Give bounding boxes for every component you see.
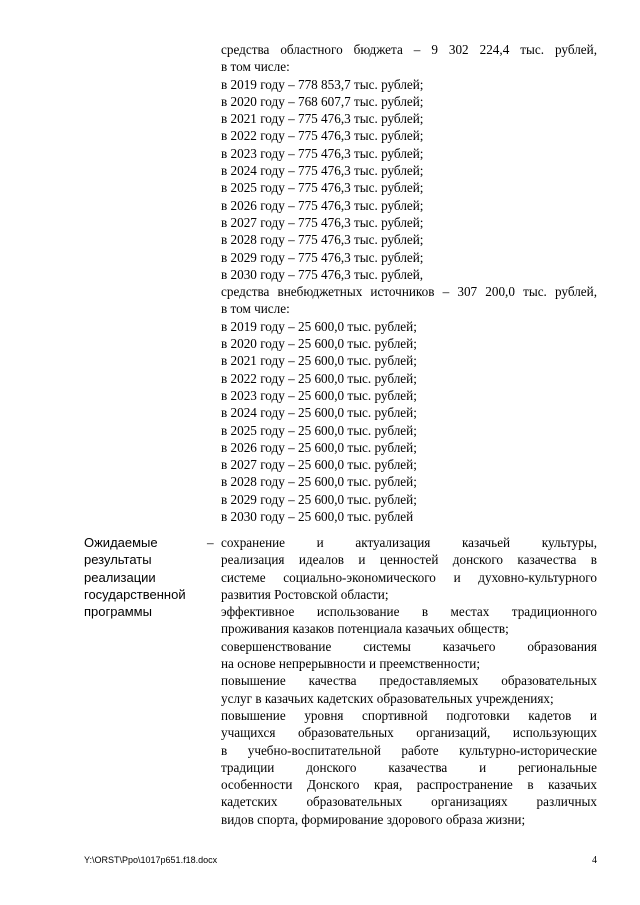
regional-year-line: в 2023 году – 775 476,3 тыс. рублей; — [221, 145, 424, 161]
extra-year-line: в 2025 году – 25 600,0 тыс. рублей; — [221, 422, 417, 438]
results-line: системе социально-экономического и духовно-культурного — [221, 569, 597, 585]
results-line: услуг в казачьих кадетских образовательных учреждениях; — [221, 690, 554, 706]
extra-year-line: в 2030 году – 25 600,0 тыс. рублей — [221, 509, 414, 525]
results-dash: – — [207, 535, 214, 550]
results-line: проживания казаков потенциала казачьих обществ; — [221, 621, 509, 637]
extra-year-line: в 2022 году – 25 600,0 тыс. рублей; — [221, 370, 417, 386]
page-number: 4 — [592, 855, 597, 866]
extra-year-line: в 2021 году – 25 600,0 тыс. рублей; — [221, 353, 417, 369]
results-line: развития Ростовской области; — [221, 586, 389, 602]
results-line: эффективное использование в местах традиционного — [221, 604, 597, 620]
regional-year-line: в 2027 году – 775 476,3 тыс. рублей; — [221, 214, 424, 230]
results-label-line: государственной — [84, 586, 186, 602]
regional-years-list — [221, 76, 597, 284]
results-line: кадетских образовательных организациях различных — [221, 794, 597, 810]
file-path: Y:\ORST\Ppo\1017p651.f18.docx — [84, 855, 218, 865]
results-label-line: Ожидаемые — [84, 535, 158, 550]
regional-year-line: в 2020 году – 768 607,7 тыс. рублей; — [221, 93, 424, 109]
regional-budget-header: средства областного бюджета – 9 302 224,4 тыс. рублей, — [221, 42, 597, 57]
regional-year-line: в 2026 году – 775 476,3 тыс. рублей; — [221, 197, 424, 213]
results-line: повышение уровня спортивной подготовки кадетов и — [221, 707, 597, 723]
results-label-line: результаты — [84, 552, 152, 568]
results-line: в учебно-воспитательной работе культурно-исторические — [221, 742, 597, 758]
regional-year-line: в 2024 году – 775 476,3 тыс. рублей; — [221, 163, 424, 179]
regional-year-line: в 2019 году – 778 853,7 тыс. рублей; — [221, 76, 424, 92]
extra-year-line: в 2019 году – 25 600,0 тыс. рублей; — [221, 318, 417, 334]
results-line: совершенствование системы казачьего образования — [221, 638, 597, 654]
results-line: реализация идеалов и ценностей донского казачества в — [221, 552, 597, 568]
regional-year-line: в 2021 году – 775 476,3 тыс. рублей; — [221, 111, 424, 127]
extra-year-line: в 2028 году – 25 600,0 тыс. рублей; — [221, 474, 417, 490]
extra-year-line: в 2027 году – 25 600,0 тыс. рублей; — [221, 457, 417, 473]
results-text — [221, 534, 597, 828]
extra-budget-sub: в том числе: — [221, 301, 290, 317]
extra-years-list — [221, 318, 597, 526]
results-label-line: программы — [84, 604, 152, 620]
results-line: видов спорта, формирование здорового образа жизни; — [221, 811, 526, 827]
regional-year-line: в 2022 году – 775 476,3 тыс. рублей; — [221, 128, 424, 144]
regional-budget-sub: в том числе: — [221, 59, 290, 75]
results-label-line: реализации — [84, 569, 156, 585]
results-line: на основе непрерывности и преемственности; — [221, 656, 481, 672]
extra-year-line: в 2023 году – 25 600,0 тыс. рублей; — [221, 387, 417, 403]
results-line: учащихся образовательных организаций, использующих — [221, 725, 597, 741]
results-label — [84, 534, 204, 620]
regional-year-line: в 2029 году – 775 476,3 тыс. рублей; — [221, 249, 424, 265]
results-line: особенности Донского края, распространение в казачьих — [221, 777, 597, 793]
extra-year-line: в 2024 году – 25 600,0 тыс. рублей; — [221, 405, 417, 421]
extra-year-line: в 2020 году – 25 600,0 тыс. рублей; — [221, 336, 417, 352]
extra-year-line: в 2026 году – 25 600,0 тыс. рублей; — [221, 439, 417, 455]
results-line: традиции донского казачества и региональные — [221, 759, 597, 775]
extra-budget-header: средства внебюджетных источников – 307 200,0 тыс. рублей, — [221, 284, 597, 300]
extra-year-line: в 2029 году – 25 600,0 тыс. рублей; — [221, 491, 417, 507]
results-line: повышение качества предоставляемых образовательных — [221, 673, 597, 689]
regional-year-line: в 2025 году – 775 476,3 тыс. рублей; — [221, 180, 424, 196]
regional-year-line: в 2030 году – 775 476,3 тыс. рублей, — [221, 266, 424, 282]
funding-block — [221, 41, 597, 525]
results-line: сохранение и актуализация казачьей культуры, — [221, 535, 597, 550]
regional-year-line: в 2028 году – 775 476,3 тыс. рублей; — [221, 232, 424, 248]
